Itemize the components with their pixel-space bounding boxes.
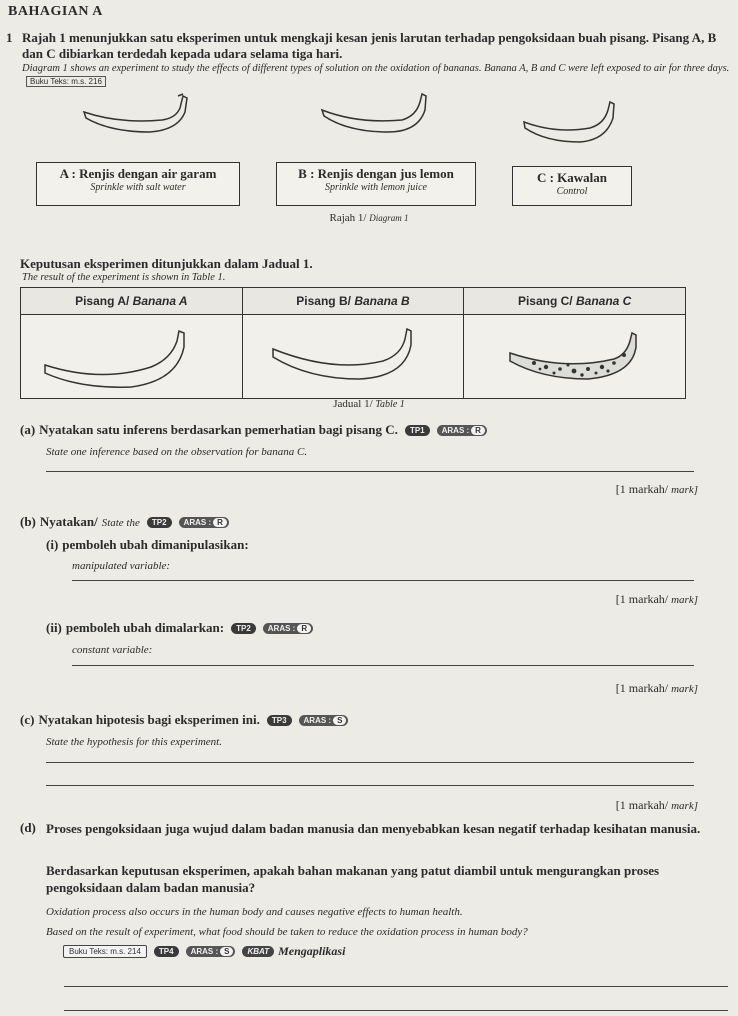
part-b-i-marks-ms: [1 markah/ [615,592,669,606]
section-title: BAHAGIAN A [8,4,103,19]
label-box-b [276,162,476,206]
result-intro-en: The result of the experiment is shown in Table 1. [22,272,226,283]
part-b-ii-label: (ii) [46,620,62,635]
part-c-label: (c) [20,712,35,727]
part-a-answer-line[interactable] [46,471,694,472]
label-c-en: Control [556,186,588,197]
question-number: 1 [6,30,13,45]
diagram-caption-en: Diagram 1 [369,213,409,223]
part-c-answer-line-2[interactable] [46,785,694,786]
result-intro-ms: Keputusan eksperimen ditunjukkan dalam Jadual 1. [20,256,313,271]
part-d-kbat-text: Mengaplikasi [278,944,346,958]
part-b-ii-tp-badge: TP2 [231,623,256,634]
label-b-en: Sprinkle with lemon juice [325,182,427,193]
result-banana-a-image [21,315,241,393]
part-b-text-en: State the [101,517,140,529]
part-c-aras-label: ARAS : [303,715,332,725]
part-b-level: R [213,518,227,527]
part-a-tp-badge: TP1 [405,425,430,436]
part-d-text-en-1: Oxidation process also occurs in the human body and causes negative effects to human health. [46,906,463,918]
part-c-level: S [333,716,346,725]
book-reference: Buku Teks: m.s. 216 [26,76,106,87]
part-d-kbat-badge: KBAT [242,946,274,957]
part-b-ii-level: R [297,624,311,633]
question-text-en [22,62,732,88]
part-b-i-label: (i) [46,537,59,552]
part-b-ii-text-en: constant variable: [72,644,153,656]
result-table [20,287,686,399]
part-d-aras-label: ARAS : [190,946,219,956]
part-d-text-ms-2: Berdasarkan keputusan eksperimen, apakah bahan makanan yang patut diambil untuk mengurangkan proses pengoksidaan dalam badan manusia? [46,863,660,895]
part-d-tp-badge: TP4 [154,946,179,957]
part-b-i-marks [616,592,698,607]
result-banana-a-cell [21,315,243,399]
table-caption-en: Table 1 [375,399,405,410]
part-c-aras-badge [299,715,349,726]
part-b-ii-marks-ms: [1 markah/ [615,681,669,695]
part-b-i-answer-line[interactable] [72,580,694,581]
result-banana-c-image [464,315,684,393]
part-d-aras-badge [186,946,236,957]
part-a-aras-label: ARAS : [441,425,470,435]
label-c-ms: C : Kawalan [536,170,608,185]
part-b-ii-answer-line[interactable] [72,665,694,666]
part-c-marks-en: mark] [671,800,698,812]
part-d-text-en-2: Based on the result of experiment, what food should be taken to reduce the oxidation process in human body? [46,926,528,938]
part-a-marks-en: mark] [671,484,698,496]
diagram-caption [0,212,738,224]
part-a-marks-ms: [1 markah/ [615,482,669,496]
part-a-label: (a) [20,422,36,437]
header-banana-b [242,288,464,315]
part-a-question [20,421,487,439]
part-d-book-reference: Buku Teks: m.s. 214 [63,945,147,958]
question-text-ms: Rajah 1 menunjukkan satu eksperimen untuk mengkaji kesan jenis larutan terhadap pengoksidaan buah pisang. Pisang A, B dan C dibiarkan terdedah kepada udara selama tiga hari. [22,30,717,61]
part-c-marks [616,798,698,813]
label-a-en: Sprinkle with salt water [90,182,186,193]
part-b-ii-marks [616,681,698,696]
part-b-ii-aras-label: ARAS : [267,623,296,633]
header-c-en: Banana C [575,294,632,308]
part-d-tags [60,942,345,960]
label-b-ms: B : Renjis dengan jus lemon [298,166,454,181]
part-b-aras-badge [179,517,229,528]
part-c-marks-ms: [1 markah/ [615,798,669,812]
part-b-ii-marks-en: mark] [671,683,698,695]
label-box-c [512,166,632,206]
part-c-text-ms: Nyatakan hipotesis bagi eksperimen ini. [38,712,260,727]
part-d-text-ms-1: Proses pengoksidaan juga wujud dalam badan manusia dan menyebabkan kesan negatif terhadap kesihatan manusia. [46,821,701,836]
part-c-text-en: State the hypothesis for this experiment. [46,736,222,748]
header-a-en: Banana A [132,294,188,308]
result-table-header-row [21,288,686,315]
part-c-tp-badge: TP3 [267,715,292,726]
header-c-ms: Pisang C/ [517,294,573,308]
part-a-text-en: State one inference based on the observation for banana C. [46,446,308,458]
part-d-answer-line-2[interactable] [64,1010,728,1011]
part-b-text-ms: Nyatakan/ [39,514,98,529]
part-b-ii-aras-badge [263,623,313,634]
part-c-answer-line-1[interactable] [46,762,694,763]
result-banana-c-cell [464,315,686,399]
part-a-level: R [471,426,485,435]
part-c-question [20,711,348,729]
part-b-i-text-en: manipulated variable: [72,560,171,572]
label-box-a [36,162,240,206]
banana-c-diagram [520,100,620,150]
part-a-marks [616,482,698,497]
result-banana-b-cell [242,315,464,399]
part-b-i-marks-en: mark] [671,594,698,606]
header-b-ms: Pisang B/ [296,294,351,308]
part-a-text-ms: Nyatakan satu inferens berdasarkan pemerhatian bagi pisang C. [39,422,398,437]
part-b-tp-badge: TP2 [147,517,172,528]
label-a-ms: A : Renjis dengan air garam [59,166,217,181]
banana-a-diagram [80,90,200,140]
table-caption-ms: Jadual 1/ [333,398,373,410]
part-b-question [20,513,229,531]
part-b-ii-text-ms: pemboleh ubah dimalarkan: [65,620,225,635]
part-b-aras-label: ARAS : [183,517,212,527]
part-d-label: (d) [20,820,36,835]
result-banana-b-image [243,315,463,393]
part-d-answer-line-1[interactable] [64,986,728,987]
diagram-caption-ms: Rajah 1/ [329,212,367,224]
header-banana-c [464,288,686,315]
question-text-en-body: Diagram 1 shows an experiment to study the effects of different types of solution on the oxidation of bananas. Banana A, B and C were left exposed to air for three days. [22,63,730,74]
header-a-ms: Pisang A/ [75,294,130,308]
banana-b-diagram [318,92,438,142]
part-b-label: (b) [20,514,36,529]
header-banana-a [21,288,243,315]
result-table-image-row [21,315,686,399]
part-d-level: S [220,947,233,956]
part-b-ii-question [46,619,313,637]
table-caption [0,398,738,410]
part-a-aras-badge [437,425,487,436]
part-b-i-text-ms: pemboleh ubah dimanipulasikan: [62,537,249,552]
part-b-i-question [46,536,249,554]
header-b-en: Banana B [354,294,410,308]
